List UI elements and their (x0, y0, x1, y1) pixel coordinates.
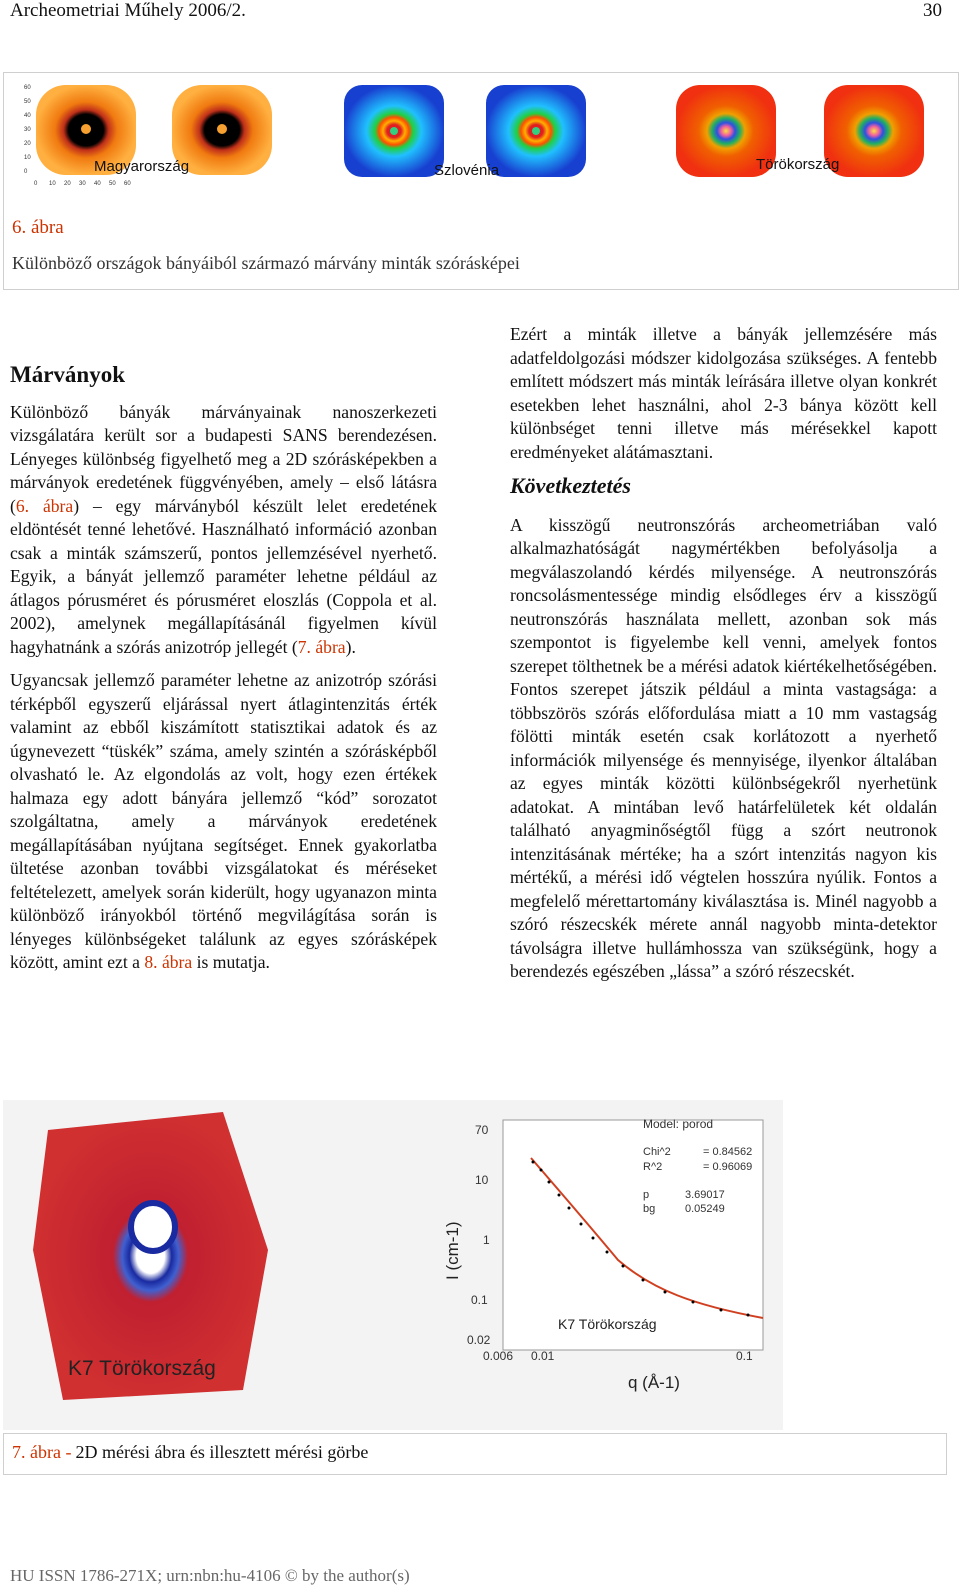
svg-text:p: p (643, 1189, 650, 1201)
figure-6-caption: Különböző országok bányáiból származó márvány minták szórásképei (12, 253, 520, 273)
section-heading-marvanyok: Márványok (10, 362, 125, 387)
x-tick: 0.1 (736, 1349, 753, 1363)
y-tick: 0.1 (471, 1293, 488, 1307)
figure-7-caption: 2D mérési ábra és illesztett mérési görbe (75, 1442, 369, 1462)
x-tick: 10 (49, 181, 56, 187)
figure-7 (3, 1100, 957, 1480)
paragraph: Ugyancsak jellemző paraméter lehetne az anizotróp szórási térképből egyszerű eljárással nyert átlagintenzitás érték valamint az ebből kiszámított statisztikai adatok és az úgynevezett “tüskék” száma, amely szintén a szórásképből olvasható le. Az elgondolás az volt, hogy ezen értékek halmaza egy adott bányára jellemző “kód” sorozatot szolgáltatna, amely a márványok eredetének megállapításában nyújtana segítséget. Ennek gyakorlatba ültetése azonban további vizsgálatokat és méréseket feltételezett, amelyek során kiderült, hogy ugyanazon minta különböző irányokból történő megvilágítása során is lényeges különbségeket találunk az egyes szórásképek között, amint ezt a 8. ábra is mutatja. (10, 670, 437, 972)
country-label-turkey: Törökország (756, 156, 840, 173)
2d-scattering-map (33, 1112, 268, 1400)
x-tick: 60 (124, 181, 131, 187)
figure-reference: 7. ábra (297, 636, 346, 657)
plot-legend: K7 Törökország (558, 1316, 657, 1332)
porod-fit-plot (443, 1117, 763, 1392)
svg-text:Chi^2: Chi^2 (643, 1146, 671, 1158)
x-tick: 40 (94, 181, 101, 187)
x-tick: 0 (34, 181, 38, 187)
model-label: Model: porod (643, 1117, 714, 1131)
y-tick: 0.02 (467, 1333, 491, 1347)
figure-7-caption-box (3, 1433, 947, 1475)
x-tick: 30 (79, 181, 86, 187)
svg-text:3.69017: 3.69017 (685, 1189, 725, 1201)
footer: HU ISSN 1786-271X; urn:nbn:hu-4106 © by the author(s) (10, 1566, 410, 1585)
figure-7-number: 7. ábra - (12, 1442, 72, 1462)
y-tick: 50 (24, 99, 31, 105)
paragraph: Különböző bányák márványainak nanoszerkezeti vizsgálatára került sor a budapesti SANS berendezésen. Lényeges különbség figyelhető meg a 2D szórásképekben a márványok eredetének függvényében, amely – első látásra (6. ábra) – egy márványból készült lelet eredetének eldöntését tenné lehetővé. Használható információ azonban csak a minták számszerű, pontos jellemzésével nyerhető. Egyik, a bányát jellemző paraméter lehetne például az átlagos pórusméret és pórusméret eloszlás (Coppola et al. 2002), amelynek megállapításánál figyelmen kívül hagyhatnánk a szórás anizotróp jellegét (7. ábra). (10, 401, 437, 657)
y-tick: 1 (483, 1233, 490, 1247)
country-label-hungary: Magyarország (94, 158, 190, 175)
figure-reference: 6. ábra (15, 495, 74, 516)
paragraph: Ezért a minták illetve a bányák jellemzésére más adatfeldolgozási módszer kidolgozása szükséges. A fentebb említett módszert más minták leírására illetve olyan konkrét esetekben lehet használni, ahol 2-3 bánya között kell különbséget tenni illetve más mérésekkel kapott eredményeket alátámasztani. (510, 324, 937, 462)
figure-7-image (3, 1100, 783, 1430)
map-label: K7 Törökország (68, 1357, 216, 1380)
y-tick: 10 (475, 1173, 489, 1187)
left-column (10, 363, 437, 985)
page-number: 30 (923, 0, 942, 21)
y-tick: 60 (24, 85, 31, 91)
svg-text:= 0.96069: = 0.96069 (703, 1161, 753, 1173)
x-tick: 0.01 (531, 1349, 555, 1363)
y-tick: 30 (24, 127, 31, 133)
scattering-image-hungary (24, 81, 284, 193)
section-heading-kovetkeztetes: Következtetés (510, 473, 631, 498)
figure-6-number: 6. ábra (12, 217, 64, 238)
y-tick: 20 (24, 141, 31, 147)
x-tick: 0.006 (483, 1349, 514, 1363)
y-tick: 10 (24, 155, 31, 161)
right-column (510, 323, 937, 994)
svg-text:= 0.84562: = 0.84562 (703, 1146, 753, 1158)
running-header: Archeometriai Műhely 2006/2. (10, 0, 246, 21)
x-axis-label: q (Å-1) (628, 1373, 680, 1392)
svg-text:bg: bg (643, 1203, 656, 1215)
y-tick: 40 (24, 113, 31, 119)
svg-text:0.05249: 0.05249 (685, 1203, 725, 1215)
country-label-slovenia: Szlovénia (434, 162, 500, 179)
scattering-image-turkey (666, 81, 941, 193)
figure-6 (3, 72, 959, 290)
x-tick: 50 (109, 181, 116, 187)
paragraph: A kisszögű neutronszórás archeometriában való alkalmazhatóságát nagymértékben befolyásolja a megválaszolandó kérdés milyensége. A neutronszórás roncsolásmentessége mindig elsődleges érv a kisszögű neutronszórás használata mellett, azonban sok más szempontot is figyelembe kell venni, amelyek fontos szerepet tölthetnek be a mérési adatok kiértékelhetőségében. Fontos szerepet játszik például a minta vastagsága: a többszörös szórás előfordulása miatt a 10 mm vastagság fölötti minták esetén csak korlátozott a nyerhető információk milyensége és mennyisége, ilyenkor általában az egyes minták közötti különbségekről nyerhetünk adatokat. A mintában levő határfelületek két oldalán található anyagminőségtől függ a szórt neutronok intenzitásának mértéke; ha a szórt intenzitás nagyon kis mértékű, a mérési idő végtelen hosszúra nyúlik. Fontos a megfelelő mérettartomány kiválasztása is. Minél nagyobb a szóró részecskék mérete annál nagyobb minta-detektor távolságra illetve hullámhossza van szükségünk, hogy a berendezés egészében „lássa” a szóró részecskét. (510, 514, 937, 981)
y-tick: 70 (475, 1123, 489, 1137)
svg-text:R^2: R^2 (643, 1161, 663, 1173)
y-axis-label: I (cm-1) (443, 1221, 462, 1280)
x-tick: 20 (64, 181, 71, 187)
figure-reference: 8. ábra (144, 952, 193, 972)
y-tick: 0 (24, 169, 28, 175)
scattering-image-slovenia (334, 81, 604, 193)
